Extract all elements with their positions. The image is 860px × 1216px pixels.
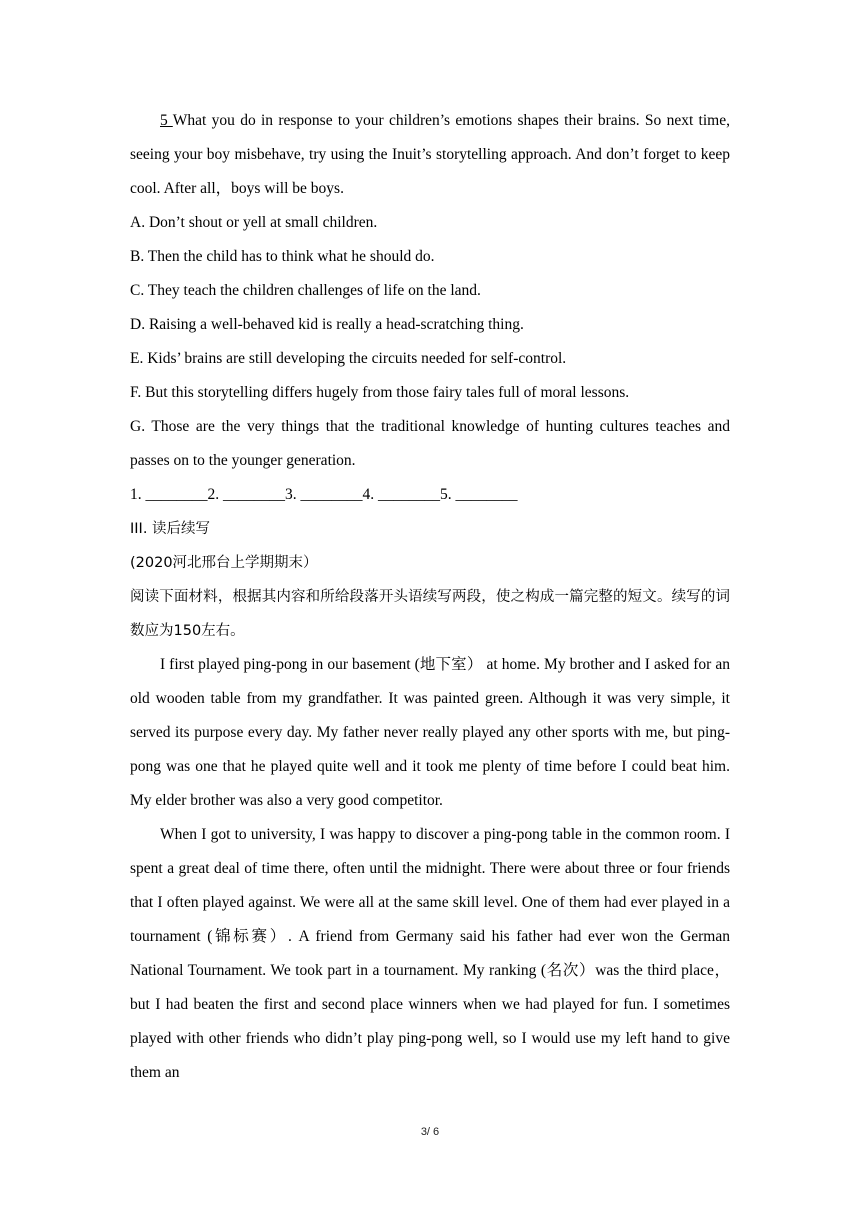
- option-f: F. But this storytelling differs hugely from those fairy tales full of moral lessons.: [130, 384, 630, 401]
- option-a: A. Don’t shout or yell at small children.: [130, 214, 378, 231]
- passage-ending-paragraph: [130, 104, 730, 206]
- page-number: 3/ 6: [420, 1126, 440, 1138]
- option-b: B. Then the child has to think what he should do.: [130, 248, 435, 265]
- option-d: D. Raising a well-behaved kid is really a head-scratching thing.: [130, 316, 524, 333]
- option-e: E. Kids’ brains are still developing the circuits needed for self-control.: [130, 350, 567, 367]
- option-g: G. Those are the very things that the traditional knowledge of hunting cultures teaches and passes on to the younger generation.: [130, 418, 730, 469]
- document-page: [130, 104, 730, 1090]
- instruction-text: 阅读下面材料，根据其内容和所给段落开头语续写两段，使之构成一篇完整的短文。续写的词数应为150左右。: [130, 589, 730, 639]
- question-number: 5: [160, 112, 173, 129]
- section-title: III. 读后续写: [130, 521, 211, 537]
- story-paragraph-2: When I got to university, I was happy to discover a ping-pong table in the common room. I spent a great deal of time there, often until the midnight. There were about three or four friends that I often played against. We were all at the same skill level. One of them had ever played in a tournament (锦标赛）. A friend from Germany said his father had ever won the German National Tournament. We took part in a tournament. My ranking (名次）was the third place，but I had beaten the first and second place winners when we had played for fun. I sometimes played with other friends who didn’t play ping-pong well, so I would use my left hand to give them an: [130, 826, 730, 1081]
- option-c: C. They teach the children challenges of life on the land.: [130, 282, 481, 299]
- passage-ending-text: What you do in response to your children’s emotions shapes their brains. So next time, seeing your boy misbehave, try using the Inuit’s storytelling approach. And don’t forget to keep cool. After all，boys will be boys.: [130, 112, 730, 197]
- story-paragraph-1: I first played ping-pong in our basement (地下室） at home. My brother and I asked for an old wooden table from my grandfather. It was painted green. Although it was very simple, it served its purpose every day. My father never really played any other sports with me, but ping-pong was one that he played quite well and it took me plenty of time before I could beat him. My elder brother was also a very good competitor.: [130, 656, 730, 809]
- answer-blanks: 1. ________2. ________3. ________4. ________5. ________: [130, 486, 518, 503]
- source-note: (2020河北邢台上学期期末）: [130, 555, 318, 571]
